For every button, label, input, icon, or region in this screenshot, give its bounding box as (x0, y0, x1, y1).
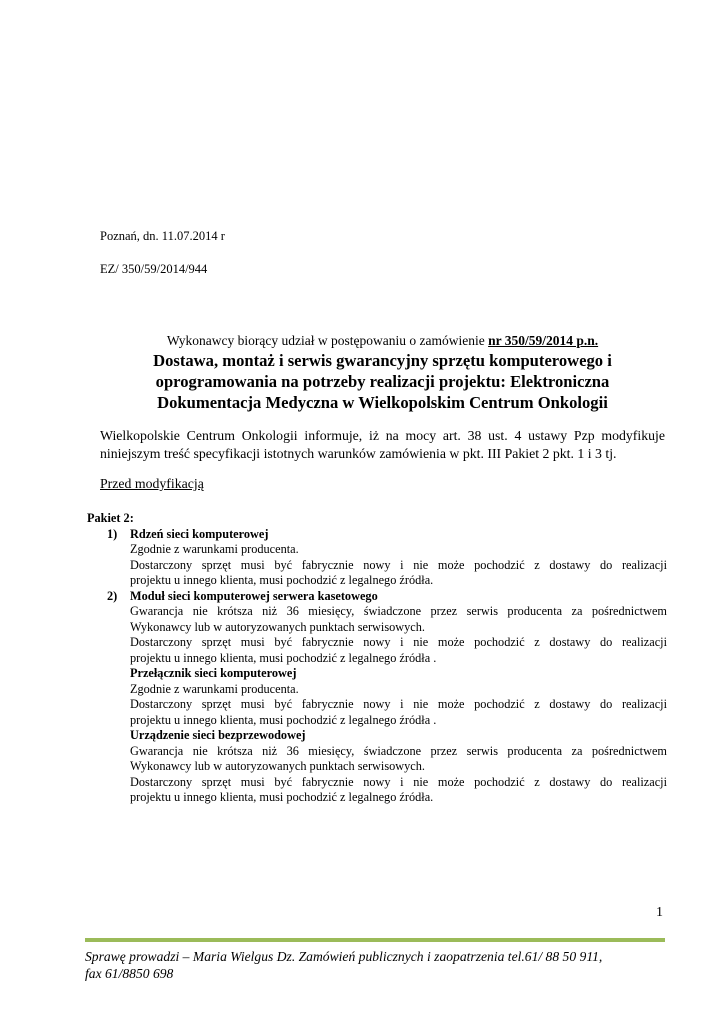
body-paragraph: Wielkopolskie Centrum Onkologii informuje, iż na mocy art. 38 ust. 4 ustawy Pzp modyfikuje niniejszym treść specyfikacji istotnych warunków zamówienia w pkt. III Pakiet 2 pkt. 1 i 3 tj. (100, 428, 665, 461)
list-item (87, 666, 667, 728)
item-text: Dostarczony sprzęt musi być fabrycznie nowy i nie może pochodzić z dostawy do realizacji (130, 697, 667, 711)
title-line: Dokumentacja Medyczna w Wielkopolskim Centrum Onkologii (157, 393, 608, 412)
item-text: Wykonawcy lub w autoryzowanych punktach serwisowych. (130, 759, 425, 773)
reference-number: EZ/ 350/59/2014/944 (100, 262, 208, 276)
list-item (87, 527, 667, 589)
order-number: nr 350/59/2014 p.n. (488, 333, 599, 348)
list-item (87, 589, 667, 667)
package-section (87, 511, 667, 806)
item-number: 2) (107, 588, 118, 603)
item-text: projektu u innego klienta, musi pochodzić z legalnego źródła . (130, 650, 437, 665)
place-date: Poznań, dn. 11.07.2014 r (100, 229, 225, 243)
item-heading: Moduł sieci komputerowej serwera kasetowego (130, 588, 378, 603)
item-text: Zgodnie z warunkami producenta. (130, 681, 299, 696)
item-text: Dostarczony sprzęt musi być fabrycznie nowy i nie może pochodzić z dostawy do realizacji (130, 774, 667, 789)
item-text: Wykonawcy lub w autoryzowanych punktach serwisowych. (130, 619, 425, 634)
item-heading: Urządzenie sieci bezprzewodowej (130, 728, 306, 742)
page-number: 1 (656, 905, 663, 920)
intro-line (100, 333, 665, 349)
item-text: Dostarczony sprzęt musi być fabrycznie nowy i nie może pochodzić z dostawy do realizacji (130, 635, 667, 649)
footer-line: fax 61/8850 698 (85, 966, 174, 981)
item-text: projektu u innego klienta, musi pochodzić z legalnego źródła. (130, 790, 434, 804)
before-modification-heading: Przed modyfikacją (100, 476, 204, 491)
item-text: projektu u innego klienta, musi pochodzić z legalnego źródła. (130, 573, 434, 587)
footer-divider (85, 938, 665, 942)
item-text: Gwarancja nie krótsza niż 36 miesięcy, świadczone przez serwis producenta za pośrednictwem (130, 743, 667, 758)
title-line: oprogramowania na potrzeby realizacji projektu: Elektroniczna (155, 372, 610, 391)
item-text: Dostarczony sprzęt musi być fabrycznie nowy i nie może pochodzić z dostawy do realizacji (130, 557, 667, 572)
item-heading: Przełącznik sieci komputerowej (130, 666, 297, 680)
intro-text: Wykonawcy biorący udział w postępowaniu o zamówienie (166, 333, 489, 348)
footer-contact (85, 948, 665, 982)
item-text: Gwarancja nie krótsza niż 36 miesięcy, świadczone przez serwis producenta za pośrednictwem (130, 604, 667, 618)
item-text: projektu u innego klienta, musi pochodzić z legalnego źródła . (130, 712, 437, 727)
list-item (87, 728, 667, 806)
title-line: Dostawa, montaż i serwis gwarancyjny sprzętu komputerowego i (153, 351, 612, 370)
item-number: 1) (107, 526, 118, 541)
footer-line: Sprawę prowadzi – Maria Wielgus Dz. Zamówień publicznych i zaopatrzenia tel.61/ 88 50 911, (85, 949, 603, 964)
item-heading: Rdzeń sieci komputerowej (130, 526, 269, 541)
package-title: Pakiet 2: (87, 511, 134, 525)
document-title (100, 350, 665, 413)
item-text: Zgodnie z warunkami producenta. (130, 542, 299, 556)
